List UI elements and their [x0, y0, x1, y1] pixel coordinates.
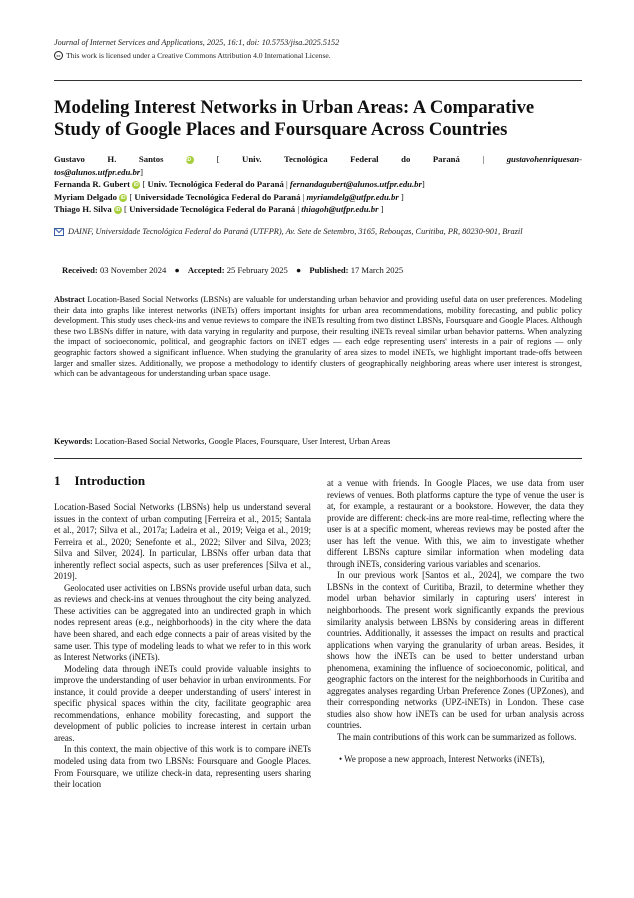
bullet-text: We propose a new approach, Interest Networks (iNETs),	[344, 753, 545, 764]
published-label: Published:	[309, 265, 349, 275]
publication-dates	[62, 265, 403, 275]
paper-title: Modeling Interest Networks in Urban Areas: A Comparative Study of Google Places and Foursquare Across Countries	[54, 97, 535, 140]
orcid-icon[interactable]: iD	[120, 194, 126, 201]
author-name: Gustavo H. Santos	[54, 154, 164, 164]
accepted-date: 25 February 2025	[226, 265, 288, 275]
author-entry: Gustavo H. Santos iD [ Univ. Tecnológica Federal do Paraná | gustavohenriquesan-	[54, 154, 582, 164]
paragraph: Geolocated user activities on LBSNs provide useful urban data, such as reviews and check-ins at venues throughout the city being analyzed. These activities can be aggregated into an undirected graph in which nodes represent areas (e.g., neighborhoods) in the city where the data have been shared, and each edge connects a pair of areas visited by the same user. This type of modeling leads to what we refer to in this work as Interest Networks (iNETs).	[54, 582, 311, 663]
author-entry-cont: tos@alunos.utfpr.edu.br]	[54, 166, 144, 177]
section-number: 1	[54, 473, 61, 488]
paragraph: In our previous work [Santos et al., 2024], we compare the two LBSNs in the context of Curitiba, Brazil, to determine whether they model urban behavior similarly in capturing users' interest in neighborhoods. The present work significantly expands the previous similarity analysis between LBSNs by considering areas in different countries. Additionally, it assesses the impact on results and practical applications when varying the granularity of urban areas. Besides, it shows how the iNETs can be used to better understand urban phenomena, examining the influence of socioeconomic, political, and geographic factors on the interest for the neighborhoods in Curitiba and aggregates analyses regarding Urban Preference Zones (UPZones), and their corresponding networks (UPZ-iNETs) in London. These case studies also show how iNETs can be used for urban analysis across countries.	[327, 570, 584, 731]
author-affiliation: Universidade Tecnológica Federal do Paraná	[134, 191, 301, 202]
license-line	[54, 51, 331, 60]
section-divider	[54, 458, 582, 459]
header-divider	[54, 80, 582, 81]
accepted-label: Accepted:	[187, 265, 225, 275]
author-name: Myriam Delgado	[54, 191, 117, 202]
abstract-text: Location-Based Social Networks (LBSNs) are valuable for understanding urban behavior and providing useful data on user preferences. Modeling their data into graphs like interest networks (iNETs) offers important insights for urban area recommendations, mobility forecasting, and public policy development. This study uses check-ins and venue reviews to compare the iNETs resulting from two distinct LBSNs, Foursquare and Google Places. Although these two LBSNs differ in nature, with data varying in regularity and purpose, their resulting iNETs reveal similar urban behavior patterns. When analyzing the impact of socioeconomic, political, and geographic factors on iNET edges — each edge representing users' interests in a pair of regions — only geographic factors showed a significant influence. When studying the granularity of area sizes to model iNETs, we highlight important trade-offs between larger and smaller sizes. Additionally, we propose a methodology to identify clusters of geographically neighboring areas where user interest is strongest, which can be advantageous for understanding urban space usage.	[54, 295, 582, 379]
separator-dot: ●	[174, 265, 180, 275]
paragraph: In this context, the main objective of this work is to compare iNETs modeled using data from two LBSNs: Foursquare and Google Places. From Foursquare, we utilize check-in data, representing users sharing their location	[54, 744, 311, 790]
received-label: Received:	[62, 265, 98, 275]
author-affiliation: Universidade Tecnológica Federal do Paraná	[129, 204, 296, 215]
right-column	[327, 478, 584, 765]
paragraph: Location-Based Social Networks (LBSNs) help us understand several issues in the context of urban computing [Ferreira et al., 2015; Santala et al., 2017; Silva et al., 2017a; Ladeira et al., 2019; Veiga et al., 2019; Ferreira et al., 2020; Senefonte et al., 2022; Silver and Silva, 2023; Silva and Silver, 2024]. In particular, LBSNs offer urban data that inherently reflect social aspects, such as user preferences [Silva et al., 2019].	[54, 502, 311, 582]
author-entry: Fernanda R. Gubert iD [ Univ. Tecnológica Federal do Paraná | fernandagubert@alunos.utfpr.edu.br]	[54, 179, 425, 190]
section-heading	[54, 473, 145, 489]
author-list	[54, 153, 582, 216]
left-column	[54, 502, 311, 791]
abstract-label: Abstract	[54, 295, 85, 304]
orcid-icon[interactable]: iD	[133, 182, 139, 189]
published-date: 17 March 2025	[350, 265, 404, 275]
correspondence-address	[54, 226, 524, 238]
orcid-icon[interactable]: iD	[186, 156, 194, 164]
abstract	[54, 295, 582, 380]
mail-icon	[54, 228, 64, 236]
keywords-label: Keywords:	[54, 437, 93, 446]
author-email[interactable]: gustavohenriquesan-	[506, 154, 582, 164]
bullet-item: • We propose a new approach, Interest Networks (iNETs),	[339, 753, 545, 764]
author-name: Thiago H. Silva	[54, 204, 112, 215]
author-email[interactable]: fernandagubert@alunos.utfpr.edu.br	[289, 179, 422, 190]
author-entry: Myriam Delgado iD [ Universidade Tecnológica Federal do Paraná | myriamdelg@utfpr.edu.br ]	[54, 191, 404, 202]
section-title: Introduction	[74, 473, 146, 488]
author-entry: Thiago H. Silva iD [ Universidade Tecnológica Federal do Paraná | thiagoh@utfpr.edu.br ]	[54, 204, 384, 215]
author-email[interactable]: thiagoh@utfpr.edu.br	[301, 204, 379, 215]
author-affiliation: Univ. Tecnológica Federal do Paraná	[147, 179, 284, 190]
journal-citation: Journal of Internet Services and Applications, 2025, 16:1, doi: 10.5753/jisa.2025.5152	[54, 38, 340, 47]
keywords	[54, 437, 390, 446]
paragraph: at a venue with friends. In Google Places, we use data from user reviews of venues. Both platforms capture the type of venue the user is at, for example, a restaurant or a bookstore. However, the data they provide are different: check-ins are more real-time, reflecting where the user is at a specific moment, whereas reviews may be posted after the user has left the venue. With this, we aim to investigate whether different LBSNs capture similar information when modeling data through iNETs, considering various variables and scenarios.	[327, 478, 584, 569]
cc-icon: cc	[54, 51, 63, 60]
paragraph: The main contributions of this work can be summarized as follows.	[337, 732, 577, 743]
separator-dot: ●	[296, 265, 302, 275]
author-email[interactable]: myriamdelg@utfpr.edu.br	[306, 191, 399, 202]
keywords-text: Location-Based Social Networks, Google Places, Foursquare, User Interest, Urban Areas	[94, 437, 391, 446]
orcid-icon[interactable]: iD	[115, 207, 121, 214]
author-affiliation: Univ. Tecnológica Federal do Paraná	[242, 154, 460, 164]
author-email[interactable]: tos@alunos.utfpr.edu.br	[54, 166, 141, 177]
license-text: This work is licensed under a Creative Commons Attribution 4.0 International License.	[66, 51, 331, 60]
received-date: 03 November 2024	[99, 265, 167, 275]
author-name: Fernanda R. Gubert	[54, 179, 131, 190]
correspondence-text: DAINF, Universidade Tecnológica Federal do Paraná (UTFPR), Av. Sete de Setembro, 3165, Rebouças, Curitiba, PR, 80230-901, Brazil	[68, 227, 523, 236]
paragraph: Modeling data through iNETs could provide valuable insights to improve the understanding of user behavior in urban environments. For instance, it could provide a deeper understanding of users' interest in specific physical spaces within the city, facilitate geographic area recommendations, enhance mobility forecasting, and support the development of public policies to increase interest in certain urban areas.	[54, 663, 311, 743]
